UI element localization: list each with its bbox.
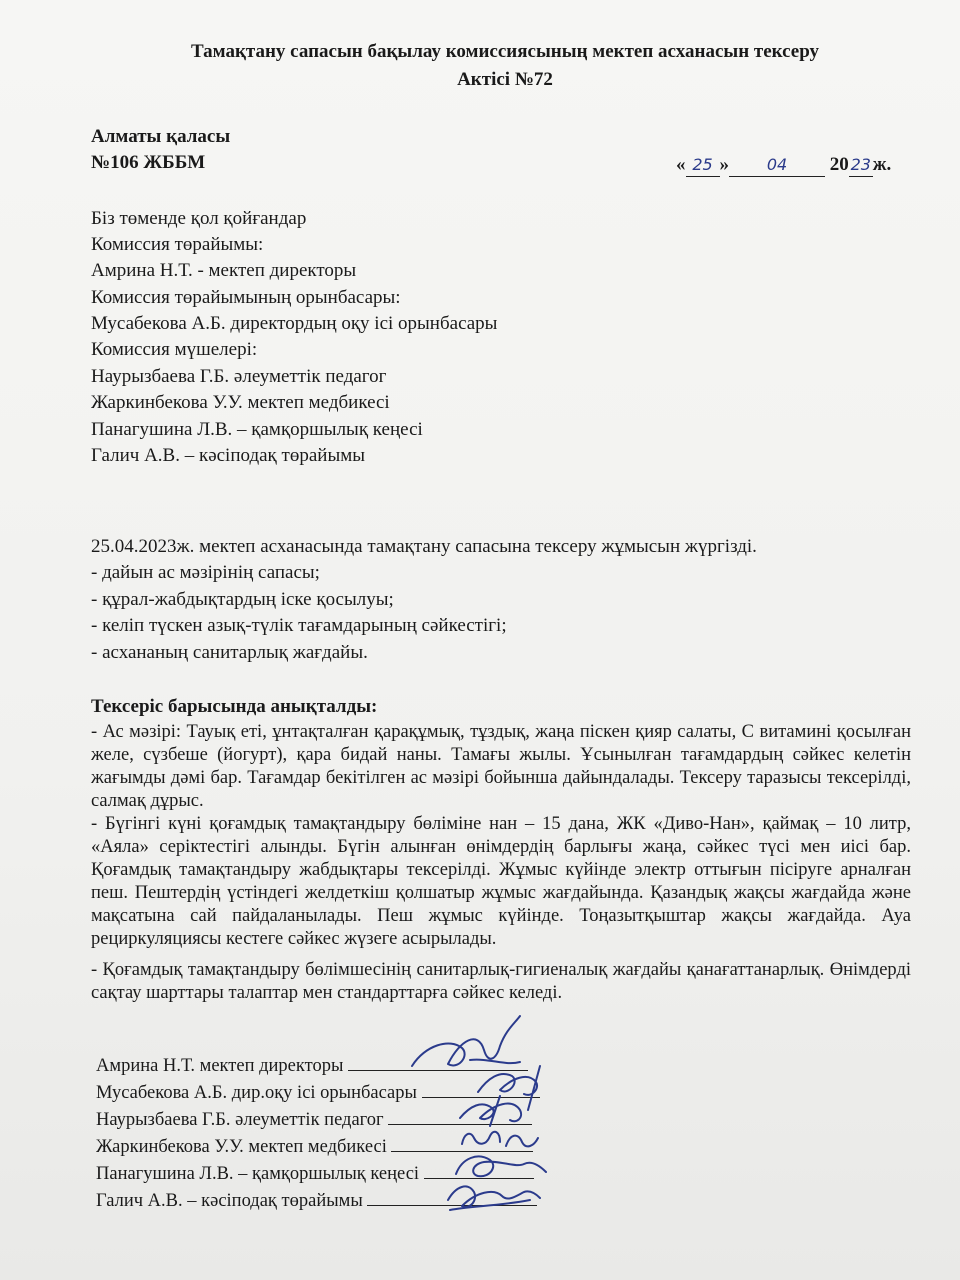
signatory-name: Галич А.В. – кәсіподақ төрайымы xyxy=(96,1191,363,1211)
signature-line xyxy=(424,1160,534,1179)
commission-line: Мусабекова А.Б. директордың оқу ісі орынбасары xyxy=(91,313,498,334)
city-name: Алматы қаласы xyxy=(91,126,231,147)
commission-line: Панагушина Л.В. – қамқоршылық кеңесі xyxy=(91,419,423,440)
signature-row xyxy=(96,1079,540,1105)
signature-row xyxy=(96,1106,532,1132)
findings-heading: Тексеріс барысында анықталды: xyxy=(91,696,378,717)
inspection-line: 25.04.2023ж. мектеп асханасында тамақтану сапасына тексеру жұмысын жүргізді. xyxy=(91,536,757,557)
signature-row xyxy=(96,1133,533,1159)
date-year-prefix: 20 xyxy=(829,154,849,175)
signatory-name: Амрина Н.Т. мектеп директоры xyxy=(96,1056,344,1076)
commission-line: Галич А.В. – кәсіподақ төрайымы xyxy=(91,445,365,466)
commission-line: Біз төменде қол қойғандар xyxy=(91,208,307,229)
school-name: №106 ЖББМ xyxy=(91,152,206,173)
signature-line xyxy=(367,1187,537,1206)
signature-line xyxy=(422,1079,540,1098)
date-year-tail: ж. xyxy=(872,154,892,175)
signature-line xyxy=(348,1052,528,1071)
commission-line: Амрина Н.Т. - мектеп директоры xyxy=(91,260,357,281)
signatory-name: Жаркинбекова У.У. мектеп медбикесі xyxy=(96,1137,387,1157)
signatory-name: Мусабекова А.Б. дир.оқу ісі орынбасары xyxy=(96,1083,417,1103)
inspection-line: - құрал-жабдықтардың іске қосылуы; xyxy=(91,589,394,610)
commission-line: Комиссия төрайымы: xyxy=(91,234,264,255)
inspection-line: - келіп түскен азық-түлік тағамдарының сәйкестігі; xyxy=(91,615,507,636)
date-day: 25 xyxy=(692,155,713,174)
date-month: 04 xyxy=(766,155,788,174)
commission-line: Жаркинбекова У.У. мектеп медбикесі xyxy=(91,392,390,413)
signature-row xyxy=(96,1052,528,1078)
signature-line xyxy=(391,1133,533,1152)
act-number: Актісі №72 xyxy=(457,69,553,90)
findings-paragraph: - Қоғамдық тамақтандыру бөлімшесінің санитарлық-гигиеналық жағдайы қанағаттанарлық. Өнімдерді сақтау шарттары талаптар мен стандарттарға сәйкес келеді. xyxy=(91,960,911,1003)
signature-row xyxy=(96,1187,537,1213)
inspection-line: - асхананың санитарлық жағдайы. xyxy=(91,642,368,663)
signature-line xyxy=(388,1106,532,1125)
signatory-name: Панагушина Л.В. – қамқоршылық кеңесі xyxy=(96,1164,420,1184)
signature-row xyxy=(96,1160,534,1186)
act-date xyxy=(676,154,891,177)
document-title: Тамақтану сапасын бақылау комиссиясының мектеп асханасын тексеру xyxy=(190,41,820,62)
date-open-quote: « xyxy=(676,154,686,175)
findings-paragraph: - Бүгінгі күні қоғамдық тамақтандыру бөліміне нан – 15 дана, ЖК «Диво-Нан», қаймақ – 10 литр, «Аяла» серіктестігі алынды. Бүгін алынған өнімдердің барлығы жаңа, сәйкес түсі мен иісі бар. Қоғамдық тамақтандыру жабдықтары тексерілді. Жұмыс күйінде электр оттығын пісіруге арналған пеш. Пештердің үстіндегі желдеткіш қолшатыр жұмыс жағдайында. Қазандық жақсы жағдайда және мақсатына сай пайдаланылады. Пеш жұмыс күйінде. Тоңазытқыштар жақсы жағдайда. Ауа рециркуляциясы кестеге сәйкес жүзеге асырылады. xyxy=(91,814,911,949)
findings-paragraph: - Ас мәзірі: Тауық еті, ұнтақталған қарақұмық, тұздық, жаңа піскен қияр салаты, С витамині қосылған желе, сүзбеше (йогурт), қара бидай наны. Тамағы жылы. Ұсынылған тағамдардың сәйкес келетін жағымды дәмі бар. Тағамдар бекітілген ас мәзірі бойынша дайындалады. Тексеру таразысы тексерілді, салмақ дұрыс. xyxy=(91,722,911,811)
commission-line: Наурызбаева Г.Б. әлеуметтік педагог xyxy=(91,366,387,387)
inspection-line: - дайын ас мәзірінің сапасы; xyxy=(91,562,320,583)
commission-line: Комиссия төрайымының орынбасары: xyxy=(91,287,401,308)
date-year-suffix: 23 xyxy=(850,155,871,174)
signatory-name: Наурызбаева Г.Б. әлеуметтік педагог xyxy=(96,1110,384,1130)
date-close-quote: » xyxy=(719,154,729,175)
commission-line: Комиссия мүшелері: xyxy=(91,339,258,360)
